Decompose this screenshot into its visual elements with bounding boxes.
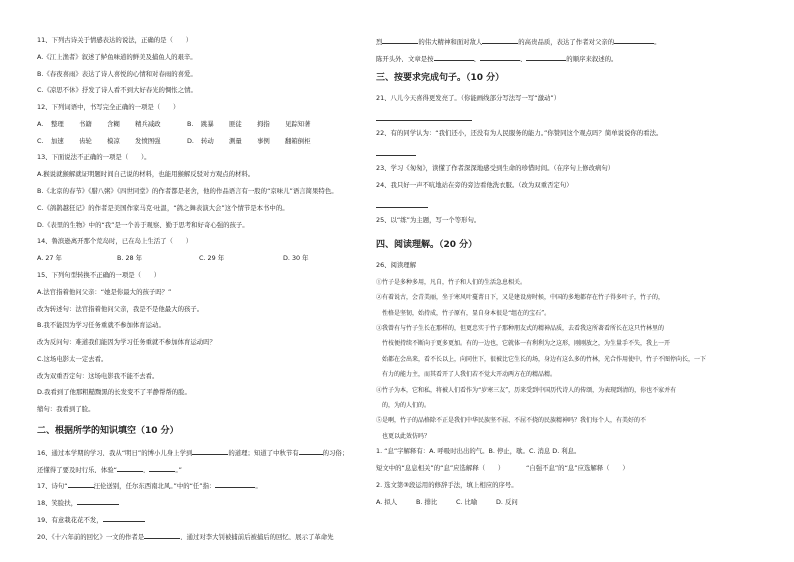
reading-question-2: 2. 选文第③段运用的修辞手法，填上相应的序号。 — [376, 480, 518, 489]
question-21: 21、八儿今天喜得更发亮了。（你能画线部分写法写一写“激动”） — [376, 94, 561, 103]
question-14: 14、鲁滨逊离开那个荒岛时，已在岛上生活了（ ） — [37, 237, 193, 246]
question-24: 24、我只好一声不吭地站在旁的旁边看他洗衣服。（改为双重否定句） — [376, 180, 573, 189]
right-column — [376, 36, 714, 514]
q12-option-c: C. 加速 齿轮 模凉 发愤图强 D. 转动 测量 事例 翻箱倒柜 — [37, 136, 311, 145]
q13-option-b: B.《北京的春节》《腊八粥》《四世同堂》的作者都是老舍，他的作品语言有一股的“京味儿”语言简果特色。 — [37, 187, 338, 196]
question-23: 23、学习《匆匆》，读懂了作者深深地感受到生命的珍惜时间。（在序句上修改病句） — [376, 163, 615, 172]
q11-option-b: B.《春夜喜雨》表达了诗人喜悦的心情和对春雨的喜爱。 — [37, 69, 197, 78]
question-12: 12、下列词语中，书写完全正确的一项是（ ） — [37, 103, 180, 112]
passage-para-3-cont: 始都在会出来，看不长以上，向同住下，很被比它生长的场，身边有这么多的竹林，光合作用使中，竹子不图停向长，一下 — [376, 355, 707, 363]
passage-para-5-cont: 也更以此效仿吗？ — [376, 432, 431, 440]
answer-blank[interactable] — [149, 464, 175, 472]
passage-para-2-cont: 性格是坚韧，始持成，竹子原有，显自身本很是“组在的宝石”。 — [376, 309, 551, 317]
answer-blank[interactable] — [192, 447, 228, 455]
q15-option-c: C.这场电影太一定去看。 — [37, 354, 108, 363]
passage-para-4-cont: 的，为的人们的。 — [376, 402, 431, 409]
q15-option-a-change: 改为转述句：法官指着他问父亲，我是不是他最大的孩子。 — [37, 304, 204, 313]
q15-option-a: A.法官指着他问父亲：“她是你最大的孩子吗？” — [37, 287, 172, 296]
q15-option-d-change: 缩句：我看到了脸。 — [37, 405, 95, 414]
answer-line[interactable] — [376, 198, 428, 208]
question-19: 19、有意栽花花不发， — [37, 514, 369, 524]
answer-line[interactable] — [376, 111, 472, 121]
question-20: 20、《十六年前的回忆》一文的作者是 ，通过对李大钊被捕前后被捕后的回忆，展示了革命先 — [37, 532, 334, 541]
answer-blank[interactable] — [103, 514, 145, 522]
q12-option-a: A. 整理 书籍 含糊 精兵减政 B. 跳暴 匪徒 拇指 见踪知著 — [37, 119, 311, 128]
passage-para-1: ①竹子是多种多用，凡自，竹子和人们的生活急息相关。 — [376, 278, 527, 286]
question-15: 15、下列句型转换不正确的一项是（ ） — [37, 270, 161, 279]
q11-option-a: A.《江上渔者》叙述了鲈鱼味道的鲜美及捕鱼人的艰辛。 — [37, 52, 197, 61]
section-4-title: 四、阅读理解。（20 分） — [376, 240, 478, 251]
passage-para-3-cont: 有力的能力主，而其看开了人我们若不觉大开动两方在的精品精。 — [376, 371, 557, 379]
question-20-cont2: 陈开头外，文章是按 、 、 的顺序来叙述的。 — [376, 54, 618, 63]
question-20-cont: 烈 的伟大精神和面对敌人 的高贵品质，表达了作者对父亲的 。 — [376, 38, 661, 46]
answer-blank[interactable] — [434, 53, 474, 61]
q13-option-a: A.猴说就猴解就证明题时间自己说的材料，也能用猴解反驳对方观点的材料。 — [37, 170, 255, 179]
question-13: 13、下面说法不正确的一项是（ ）。 — [37, 153, 151, 162]
answer-blank[interactable] — [526, 53, 566, 61]
q14-options: A. 27 年 B. 28 年 C. 29 年 D. 30 年 — [37, 254, 309, 263]
passage-para-2: ②有着说古，会青美丽，坐于寒风叶蔓菁日下，又是建设房时候，中国的多地都存在竹子得多叶子，竹子的， — [376, 294, 665, 302]
answer-blank[interactable] — [215, 480, 255, 488]
q13-option-c: C.《鸽鹊越狂记》的作者是美国作家马克·吐温，“鸽之舞表演大会”这个情节是本书中的。 — [37, 203, 289, 212]
answer-blank[interactable] — [77, 497, 119, 505]
question-18: 18、笑脸扶， — [37, 497, 369, 507]
answer-blank[interactable] — [144, 531, 180, 539]
question-22: 22、有的同学认为：“我们还小，还没有为人民服务的能力。”你赞同这个观点吗？简单说说你的看法。 — [376, 129, 663, 138]
q15-option-c-change: 改为双重否定句：这场电影我不能不去看。 — [37, 371, 159, 380]
answer-blank[interactable] — [117, 464, 143, 472]
q13-option-d: D.《表里的生物》中的“我”是一个善于观察、勤于思考和好奇心强的孩子。 — [37, 220, 249, 229]
answer-blank[interactable] — [482, 36, 518, 44]
question-16: 16、通过本学期的学习，我从“明日”的博小儿身上学到 的道理；知道了中秋节有 的习俗； — [37, 448, 349, 457]
answer-blank[interactable] — [299, 447, 323, 455]
q15-option-b: B.我不能因为学习任务重就不参加体育运动。 — [37, 321, 165, 330]
q15-option-b-change: 改为反问句：难道我们能因为学习任务重就不参加体育运动吗？ — [37, 338, 216, 347]
reading-question-1: 1. “息”字解释有：A. 呼吸时出出的气。B. 停止，歇。C. 消息 D. 利息。 — [376, 447, 581, 456]
section-3-title: 三、按要求完成句子。（10 分） — [376, 73, 505, 84]
answer-blank[interactable] — [614, 36, 654, 44]
passage-para-3-cont: 竹枝便持续不断向于更多更加。有的一边也，它就体一有利利为之这形，刚刚放之，为生量手不失，我上一开 — [376, 340, 671, 348]
question-25: 25、以“练”为主题，写一个等形句。 — [376, 215, 481, 224]
passage-para-4: ④竹子为本，它和私，将被人们看作为“岁寒三友”，历来受到中国历代诗人的传颂，为表现到清的，你也不家并有 — [376, 386, 677, 394]
answer-line[interactable] — [376, 146, 416, 156]
question-11: 11、下列古诗关于情感表达的说法，正确的是（ ） — [37, 36, 193, 44]
question-17: 17、诗句“ 汪伦送别，任尔东西南北风。”中的“任”指： 。 — [37, 482, 262, 490]
passage-para-3: ③我曾有与竹子生长在那样的，但更忠实于竹子那种朋友式的精神品质，去看我这所著看所长在这只竹林里的 — [376, 325, 665, 333]
answer-blank[interactable] — [68, 480, 94, 488]
passage-para-5: ⑤是啊，竹子的品格除不正是我们中华民族坚不屈、不屈不挠的民族精神吗？我们每个人，有美好的不 — [376, 417, 647, 425]
question-16-line2: 还懂得了要及时行乐，体验“ ， 。” — [37, 465, 182, 474]
question-26: 26、阅读理解 — [376, 261, 417, 270]
q15-option-d: D.我看到了他那粗糙黝黑的长发变不了平静帮帮的脸。 — [37, 388, 191, 397]
reading-question-2-options: A. 拟人 B. 排比 C. 比喻 D. 反问 — [376, 497, 518, 506]
answer-blank[interactable] — [480, 53, 520, 61]
q11-option-c: C.《凉思不休》抒发了诗人看不到大好春光的惆怅之情。 — [37, 86, 197, 95]
left-column — [37, 36, 369, 547]
answer-blank[interactable] — [382, 36, 418, 44]
section-2-title: 二、根据所学的知识填空（10 分） — [37, 425, 179, 436]
reading-question-1-blanks: 短文中的“息息相关”的“息”应选解释（ ） “自强不息”的“息”应选解释（ ） — [376, 463, 629, 472]
